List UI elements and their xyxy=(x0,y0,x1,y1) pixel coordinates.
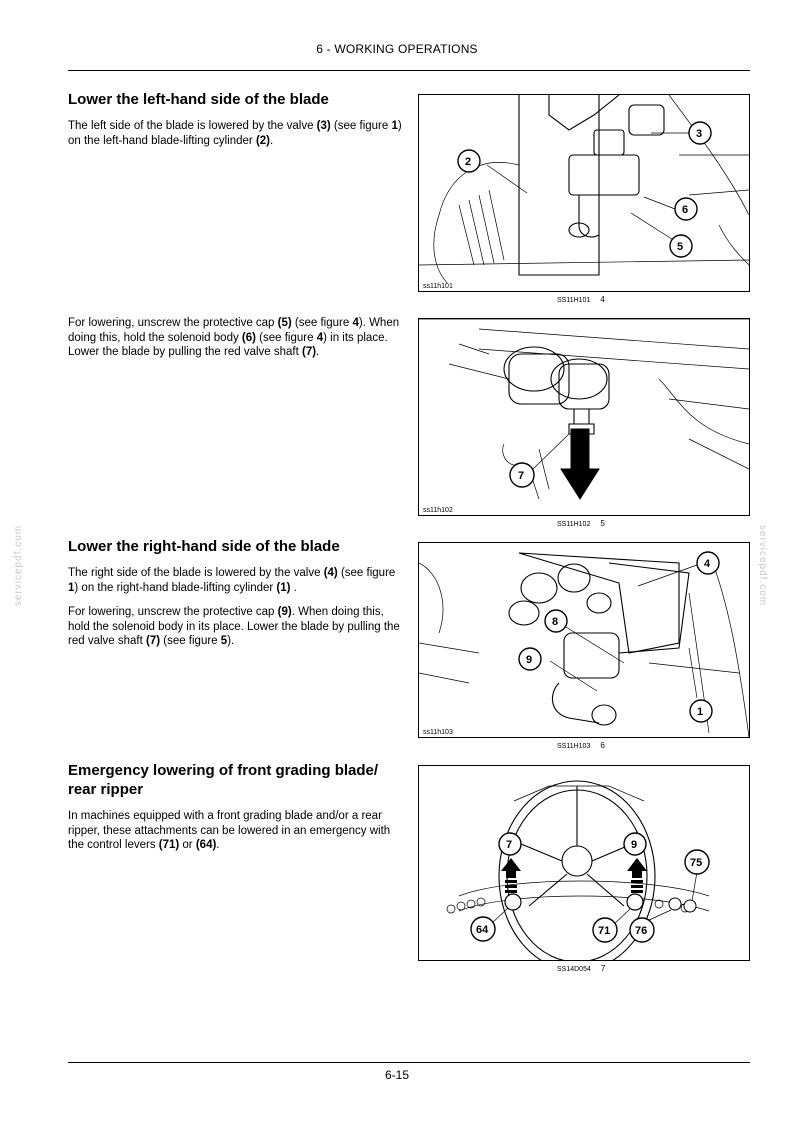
section-heading: Emergency lowering of front grading blade/ rear ripper xyxy=(68,762,379,798)
caption-number: 7 xyxy=(600,964,606,973)
figure-code: ss11h101 xyxy=(423,283,453,290)
svg-text:64: 64 xyxy=(476,924,489,936)
figure-caption xyxy=(557,964,605,973)
callout-8 xyxy=(545,610,567,632)
callout-71 xyxy=(593,918,617,942)
svg-text:3: 3 xyxy=(696,128,703,140)
caption-number: 5 xyxy=(600,519,605,528)
header-rule xyxy=(68,70,750,71)
callout-7 xyxy=(499,833,521,855)
figure-code: ss11h103 xyxy=(423,729,453,736)
figure-control-levers xyxy=(418,765,750,961)
section-body xyxy=(68,809,408,853)
callout-75 xyxy=(685,850,709,874)
caption-code: SS11H103 xyxy=(557,743,591,750)
callout-76 xyxy=(630,918,654,942)
figure-illustration xyxy=(419,95,749,291)
callout-64 xyxy=(471,917,495,941)
callout-6 xyxy=(675,198,697,220)
paragraph: In machines equipped with a front grading blade and/or a rear ripper, these attachments can be lowered in an emergency with the control levers (71) or (64). xyxy=(68,810,391,851)
section-emergency-lowering xyxy=(68,761,408,863)
caption-number: 6 xyxy=(600,741,605,750)
paragraph: The left side of the blade is lowered by the valve (3) (see figure 1) on the left-hand blade-lifting cylinder (2). xyxy=(68,120,402,147)
running-header: 6 - WORKING OPERATIONS xyxy=(316,42,478,56)
section-left-lower xyxy=(68,90,408,158)
watermark-right: servicepdf.com xyxy=(757,524,769,607)
svg-text:9: 9 xyxy=(631,839,638,851)
svg-text:7: 7 xyxy=(506,839,513,851)
caption-number: 4 xyxy=(600,295,605,304)
figure-valve-left xyxy=(418,94,750,292)
paragraph: The right side of the blade is lowered by the valve (4) (see figure 1) on the right-hand blade-lifting cylinder (1) . xyxy=(68,567,396,594)
callout-4 xyxy=(697,552,719,574)
svg-text:2: 2 xyxy=(465,156,472,168)
callout-9 xyxy=(519,648,541,670)
caption-code: SS11H102 xyxy=(557,521,591,528)
section-body xyxy=(68,316,408,360)
svg-text:6: 6 xyxy=(682,204,689,216)
paragraph: For lowering, unscrew the protective cap (5) (see figure 4). When doing this, hold the solenoid body (6) (see figure 4) in its place. Lower the blade by pulling the red valve shaft (7). xyxy=(68,317,400,358)
footer-rule xyxy=(68,1062,750,1063)
svg-text:76: 76 xyxy=(635,925,648,937)
svg-text:1: 1 xyxy=(697,706,704,718)
section-right-lower xyxy=(68,537,408,659)
figure-illustration xyxy=(419,766,749,960)
section-heading: Lower the right-hand side of the blade xyxy=(68,538,340,555)
section-body xyxy=(68,566,408,649)
page-number: 6-15 xyxy=(384,1068,410,1082)
figure-caption xyxy=(557,519,605,528)
section-left-lower-procedure xyxy=(68,316,408,370)
watermark-left: servicepdf.com xyxy=(13,524,25,607)
figure-valve-shaft xyxy=(418,318,750,516)
figure-valve-right xyxy=(418,542,750,738)
caption-code: SS14D054 xyxy=(557,966,591,973)
svg-text:9: 9 xyxy=(526,654,533,666)
callout-3 xyxy=(689,122,711,144)
callout-2 xyxy=(458,150,480,172)
callout-9 xyxy=(624,833,646,855)
section-heading: Lower the left-hand side of the blade xyxy=(68,91,329,108)
svg-text:75: 75 xyxy=(690,857,703,869)
figure-illustration xyxy=(419,543,749,737)
figure-caption xyxy=(557,741,605,750)
svg-text:5: 5 xyxy=(677,241,684,253)
callout-5 xyxy=(670,235,692,257)
caption-code: SS11H101 xyxy=(557,297,591,304)
callout-1 xyxy=(690,700,712,722)
svg-text:71: 71 xyxy=(598,925,611,937)
svg-text:7: 7 xyxy=(518,470,525,482)
figure-code: ss11h102 xyxy=(423,507,453,514)
svg-text:4: 4 xyxy=(704,558,711,570)
callout-7 xyxy=(510,463,534,487)
paragraph: For lowering, unscrew the protective cap (9). When doing this, hold the solenoid body in its place. Lower the blade by pulling the red valve shaft (7) (see figure 5). xyxy=(68,606,400,647)
figure-caption xyxy=(557,295,605,304)
figure-illustration xyxy=(419,319,749,515)
section-body xyxy=(68,119,408,148)
svg-text:8: 8 xyxy=(552,616,559,628)
